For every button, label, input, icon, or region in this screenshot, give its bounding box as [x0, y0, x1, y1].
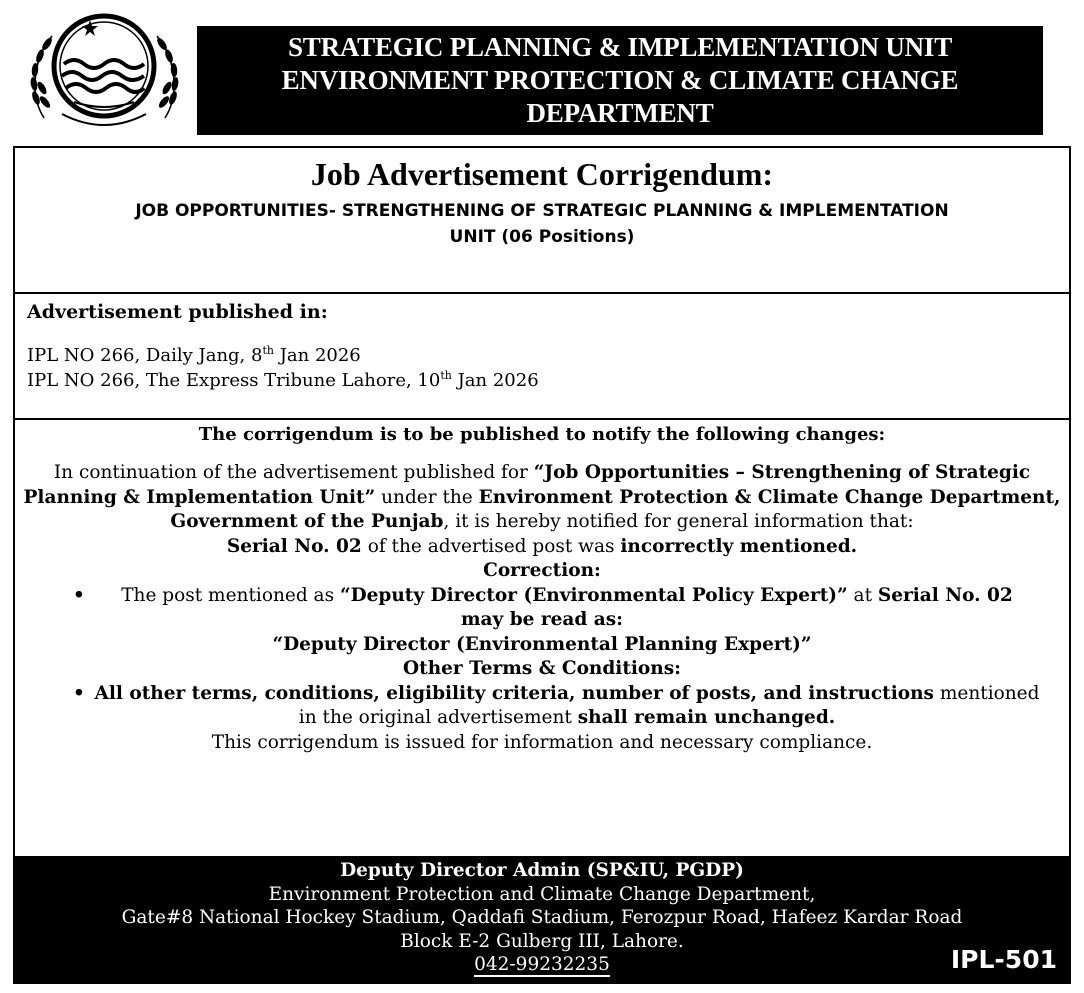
- corrigendum-title-section: [13, 146, 1071, 294]
- other-terms-heading: Other Terms & Conditions:: [403, 658, 681, 679]
- new-post-title: “Deputy Director (Environmental Planning Expert)”: [272, 633, 812, 655]
- serial-statement: Serial No. 02 of the advertised post was incorrectly mentioned.: [226, 535, 858, 557]
- contact-phone: 042-99232235: [474, 954, 610, 975]
- contact-address-line: Gate#8 National Hockey Stadium, Qaddafi Stadium, Ferozpur Road, Hafeez Kardar Road: [121, 907, 963, 928]
- corrigendum-heading: Job Advertisement Corrigendum:: [310, 156, 774, 192]
- subheading-line: UNIT (06 Positions): [449, 227, 635, 247]
- department-title: ENVIRONMENT PROTECTION & CLIMATE CHANGE DEPARTMENT: [281, 65, 959, 128]
- department-title-block: [197, 26, 1043, 161]
- document-header: [0, 0, 1084, 161]
- intro-paragraph: In continuation of the advertisement published for “Job Opportunities – Strengthening of Strategic Planning & Implementation Unit” under the Environment Protection & Climate Change Department, Government of the Punjab, it is hereby notified for general information that:: [23, 462, 1061, 532]
- contact-address-city: Block E-2 Gulberg III, Lahore.: [400, 930, 684, 952]
- contact-footer: [13, 856, 1071, 984]
- contact-designation: Deputy Director Admin (SP&IU, PGDP): [340, 860, 744, 881]
- subheading-line: JOB OPPORTUNITIES- STRENGTHENING OF STRATEGIC PLANNING & IMPLEMENTATION: [135, 201, 949, 221]
- read-as-label: may be read as:: [460, 609, 623, 630]
- bullet-icon: •: [73, 682, 85, 704]
- publication-list: [27, 343, 1069, 393]
- contact-department: Environment Protection and Climate Change Department,: [268, 883, 816, 905]
- other-terms-bullet: • All other terms, conditions, eligibility criteria, number of posts, and instructions mentioned in the original advertisement shall remain unchanged.: [73, 682, 1040, 728]
- publication-heading: Advertisement published in:: [27, 301, 328, 323]
- correction-bullet: • The post mentioned as “Deputy Director (Environmental Policy Expert)” at Serial No. 02: [15, 584, 1069, 609]
- publication-item: IPL NO 266, The Express Tribune Lahore, 10th Jan 2026: [27, 369, 539, 391]
- publication-section: [13, 292, 1071, 420]
- ipl-code: IPL-501: [950, 945, 1057, 974]
- closing-statement: This corrigendum is issued for information and necessary compliance.: [211, 731, 873, 753]
- changes-heading: The corrigendum is to be published to notify the following changes:: [198, 424, 886, 445]
- changes-section: [13, 418, 1071, 858]
- publication-item: IPL NO 266, Daily Jang, 8th Jan 2026: [27, 344, 361, 366]
- correction-heading: Correction:: [483, 560, 601, 581]
- unit-title: STRATEGIC PLANNING & IMPLEMENTATION UNIT: [287, 32, 953, 62]
- corrigendum-subheading: [15, 198, 1069, 250]
- government-title: GOVERNMENT OF THE PUNJAB: [413, 131, 827, 161]
- bullet-icon: •: [73, 584, 85, 606]
- punjab-government-emblem-icon: [22, 6, 187, 134]
